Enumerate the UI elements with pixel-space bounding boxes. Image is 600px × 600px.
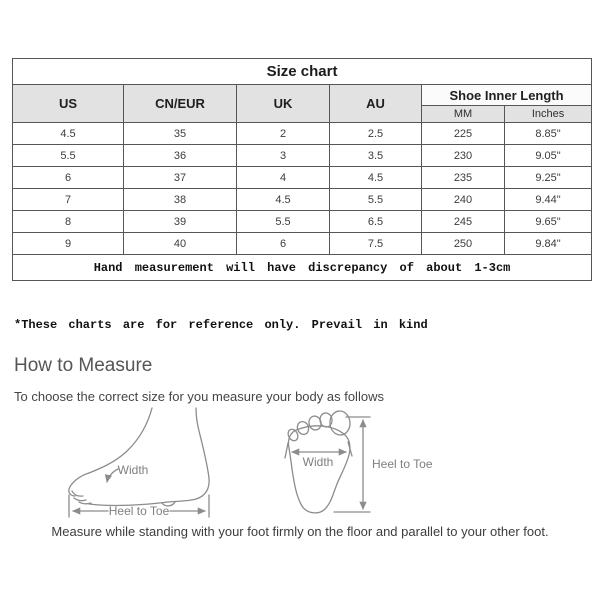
table-cell: 4 <box>237 167 330 189</box>
table-cell: 7.5 <box>330 233 422 255</box>
table-cell: 6.5 <box>330 211 422 233</box>
table-cell: 7 <box>13 189 124 211</box>
table-row <box>13 145 592 167</box>
top-heel-to-toe-label: Heel to Toe <box>372 457 433 471</box>
column-header-us: US <box>13 85 124 123</box>
table-title-row <box>13 59 592 85</box>
column-header-inner-length: Shoe Inner Length <box>422 85 592 106</box>
table-row <box>13 211 592 233</box>
table-cell: 8 <box>13 211 124 233</box>
table-title: Size chart <box>13 59 592 85</box>
table-cell: 39 <box>124 211 237 233</box>
table-header-row <box>13 85 592 106</box>
table-row <box>13 167 592 189</box>
size-chart-table <box>12 58 592 281</box>
column-header-cneur: CN/EUR <box>124 85 237 123</box>
table-cell: 250 <box>422 233 505 255</box>
side-width-label: Width <box>117 463 149 477</box>
table-cell: 2.5 <box>330 123 422 145</box>
table-row <box>13 233 592 255</box>
table-cell: 9.84" <box>505 233 592 255</box>
table-cell: 4.5 <box>237 189 330 211</box>
table-cell: 235 <box>422 167 505 189</box>
table-cell: 9 <box>13 233 124 255</box>
table-cell: 8.85" <box>505 123 592 145</box>
top-width-label: Width <box>302 455 334 469</box>
table-cell: 9.05" <box>505 145 592 167</box>
measure-caption: Measure while standing with your foot firmly on the floor and parallel to your other foot. <box>51 524 549 539</box>
table-cell: 2 <box>237 123 330 145</box>
foot-side-view-diagram <box>66 407 231 521</box>
table-cell: 6 <box>237 233 330 255</box>
column-header-inches: Inches <box>505 106 592 123</box>
table-cell: 225 <box>422 123 505 145</box>
table-row <box>13 123 592 145</box>
table-cell: 240 <box>422 189 505 211</box>
table-cell: 5.5 <box>13 145 124 167</box>
table-cell: 40 <box>124 233 237 255</box>
table-cell: 36 <box>124 145 237 167</box>
table-cell: 37 <box>124 167 237 189</box>
table-row <box>13 189 592 211</box>
table-cell: 35 <box>124 123 237 145</box>
reference-note: *These charts are for reference only. Prevail in kind <box>14 318 428 332</box>
foot-top-view-diagram <box>284 406 434 520</box>
table-cell: 5.5 <box>237 211 330 233</box>
table-footnote-row <box>13 255 592 281</box>
table-cell: 38 <box>124 189 237 211</box>
table-cell: 4.5 <box>13 123 124 145</box>
column-header-au: AU <box>330 85 422 123</box>
table-cell: 230 <box>422 145 505 167</box>
table-cell: 4.5 <box>330 167 422 189</box>
table-cell: 3 <box>237 145 330 167</box>
table-cell: 6 <box>13 167 124 189</box>
table-cell: 3.5 <box>330 145 422 167</box>
table-cell: 5.5 <box>330 189 422 211</box>
table-cell: 9.65" <box>505 211 592 233</box>
table-cell: 245 <box>422 211 505 233</box>
how-to-measure-intro: To choose the correct size for you measure your body as follows <box>14 389 384 404</box>
table-cell: 9.25" <box>505 167 592 189</box>
side-heel-to-toe-label: Heel to Toe <box>108 504 170 518</box>
column-header-uk: UK <box>237 85 330 123</box>
how-to-measure-heading: How to Measure <box>14 355 153 376</box>
table-cell: 9.44" <box>505 189 592 211</box>
table-footnote: Hand measurement will have discrepancy of about 1-3cm <box>13 255 592 281</box>
column-header-mm: MM <box>422 106 505 123</box>
